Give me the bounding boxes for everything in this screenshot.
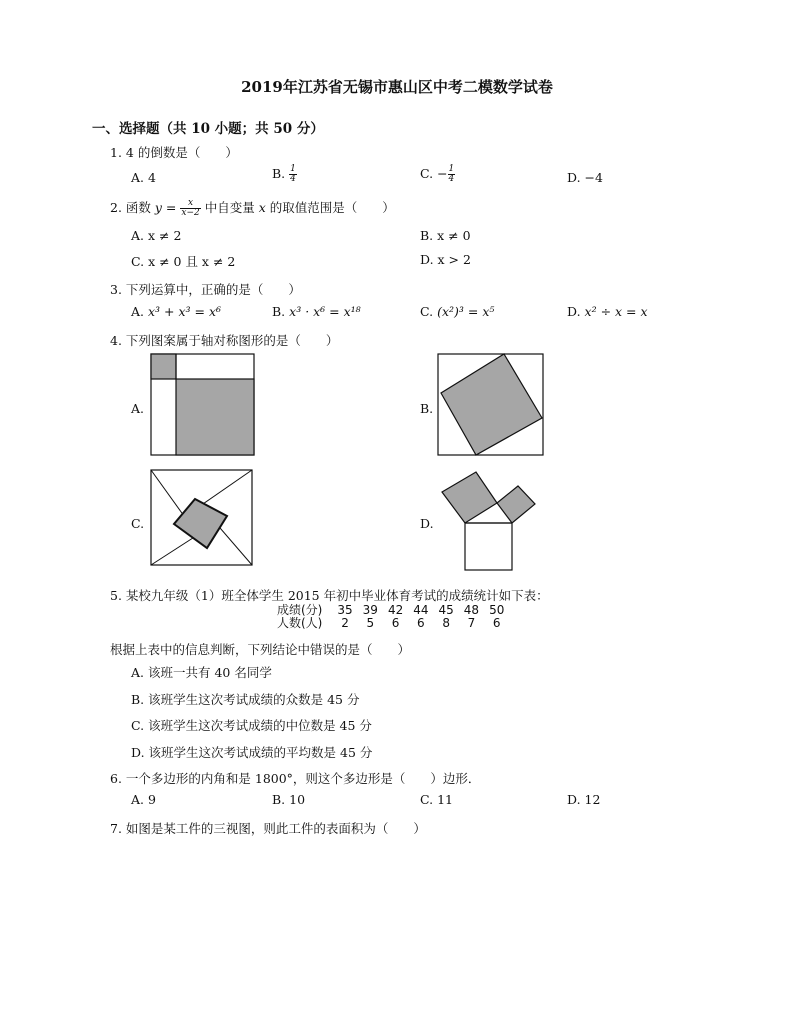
table-header-score: 成绩(分) xyxy=(277,603,323,617)
q6-option-b: B. 10 xyxy=(272,792,306,807)
page-title: 2019年江苏省无锡市惠山区中考二模数学试卷 xyxy=(241,78,553,96)
table-cell: 50 xyxy=(489,603,505,617)
table-cell: 6 xyxy=(417,616,425,630)
table-header-count: 人数(人) xyxy=(277,616,323,630)
q1-option-d: D. −4 xyxy=(567,170,603,185)
table-cell: 44 xyxy=(413,603,429,617)
q4-label-d: D. xyxy=(420,516,434,531)
q2-option-b: B. x ≠ 0 xyxy=(420,228,471,243)
score-table xyxy=(272,604,509,630)
q3-option-d: D. x² ÷ x = x xyxy=(567,304,648,319)
q1-option-c: C. − $\frac{1}{4}$ xyxy=(420,164,455,184)
table-cell: 45 xyxy=(438,603,454,617)
q4-figure-d xyxy=(440,470,540,572)
table-cell: 7 xyxy=(467,616,476,630)
q4-label-b: B. xyxy=(420,401,434,416)
question-5-stem-2: 根据上表中的信息判断，下列结论中错误的是（ ） xyxy=(110,642,411,657)
q3-option-c: C. (x²)³ = x⁵ xyxy=(420,304,495,319)
q4-figure-c xyxy=(150,469,254,567)
q5-option-b: B. 该班学生这次考试成绩的众数是 45 分 xyxy=(131,692,360,707)
table-cell: 35 xyxy=(337,603,353,617)
table-cell: 6 xyxy=(391,616,400,630)
q4-figure-a xyxy=(150,353,256,457)
q5-option-c: C. 该班学生这次考试成绩的中位数是 45 分 xyxy=(131,718,372,733)
q1-option-b: B. $\frac{1}{4}$ xyxy=(272,164,296,184)
q2-option-d: D. x > 2 xyxy=(420,252,471,267)
q6-option-d: D. 12 xyxy=(567,792,601,807)
table-cell: 42 xyxy=(387,603,404,617)
q4-figure-b xyxy=(437,353,545,457)
q1-option-a: A. 4 xyxy=(131,170,156,185)
question-2-stem: 2. 函数 y = $\frac{x}{x-2}$ 中自变量 x 的取值范围是（ ） xyxy=(110,198,395,218)
question-5-stem: 5. 某校九年级（1）班全体学生 2015 年初中毕业体育考试的成绩统计如下表： xyxy=(110,588,549,603)
q5-option-d: D. 该班学生这次考试成绩的平均数是 45 分 xyxy=(131,745,373,760)
q6-option-c: C. 11 xyxy=(420,792,453,807)
q3-option-b: B. x³ · x⁶ = x¹⁸ xyxy=(272,304,361,319)
table-row xyxy=(272,617,509,630)
table-cell: 48 xyxy=(463,603,480,617)
q5-option-a: A. 该班一共有 40 名同学 xyxy=(131,665,272,680)
q2-option-c: C. x ≠ 0 且 x ≠ 2 xyxy=(131,254,236,269)
table-cell: 8 xyxy=(442,616,450,630)
question-4-stem: 4. 下列图案属于轴对称图形的是（ ） xyxy=(110,333,339,348)
question-1-stem: 1. 4 的倒数是（ ） xyxy=(110,145,238,160)
q3-option-a: A. x³ + x³ = x⁶ xyxy=(131,304,222,319)
question-6-stem: 6. 一个多边形的内角和是 1800°，则这个多边形是（ ）边形． xyxy=(110,771,481,786)
table-cell: 39 xyxy=(362,603,378,617)
question-7-stem: 7. 如图是某工件的三视图，则此工件的表面积为（ ） xyxy=(110,821,426,836)
q4-label-c: C. xyxy=(131,516,145,531)
q4-label-a: A. xyxy=(131,401,145,416)
table-cell: 2 xyxy=(341,616,349,630)
table-cell: 5 xyxy=(366,616,375,630)
q6-option-a: A. 9 xyxy=(131,792,156,807)
table-cell: 6 xyxy=(492,616,501,630)
question-3-stem: 3. 下列运算中，正确的是（ ） xyxy=(110,282,301,297)
section-heading: 一、选择题（共 10 小题；共 50 分） xyxy=(92,121,324,137)
q2-option-a: A. x ≠ 2 xyxy=(131,228,182,243)
